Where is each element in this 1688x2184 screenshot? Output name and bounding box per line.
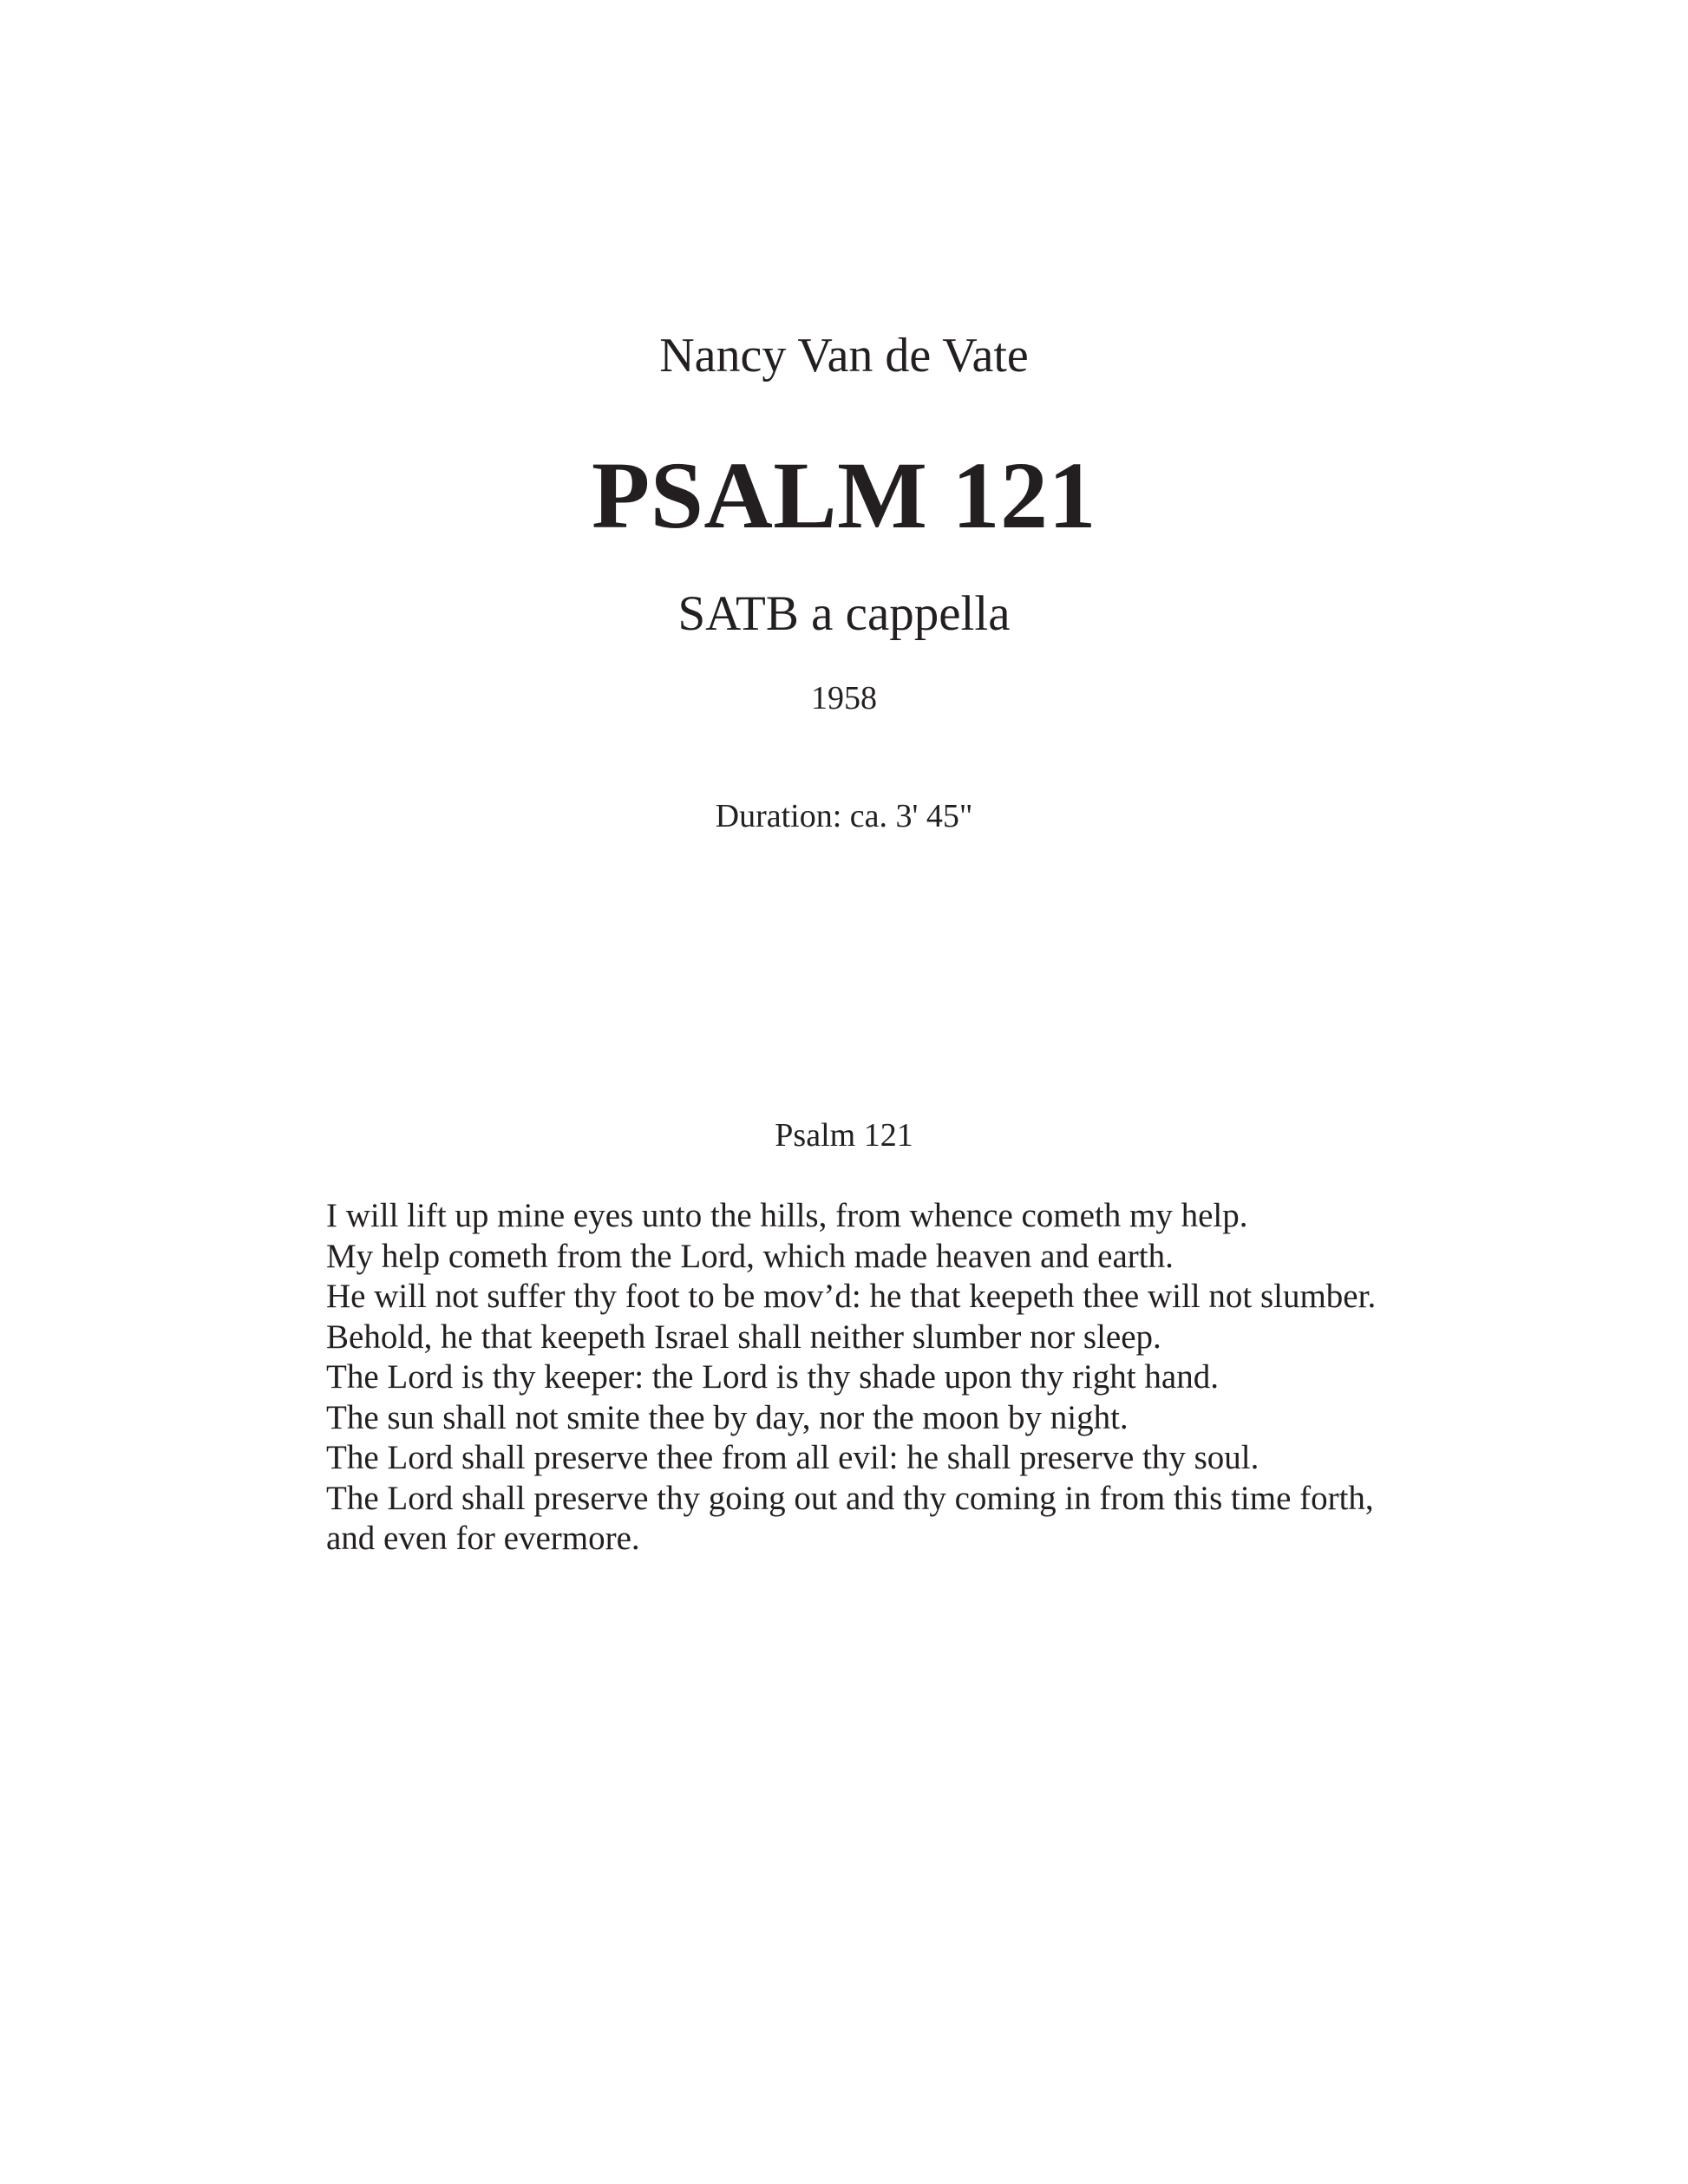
psalm-line: My help cometh from the Lord, which made heaven and earth.: [326, 1237, 1174, 1275]
psalm-line: Behold, he that keepeth Israel shall neither slumber nor sleep.: [326, 1318, 1161, 1356]
psalm-text-block: [326, 1196, 1419, 1560]
psalm-line: The Lord shall preserve thee from all evil: he shall preserve thy soul.: [326, 1439, 1259, 1476]
work-title: PSALM 121: [592, 442, 1096, 548]
psalm-line: The Lord is thy keeper: the Lord is thy shade upon thy right hand.: [326, 1358, 1219, 1396]
psalm-line: The Lord shall preserve thy going out and thy coming in from this time forth,: [326, 1479, 1374, 1517]
composition-year: 1958: [811, 680, 877, 716]
psalm-line: He will not suffer thy foot to be mov’d: he that keepeth thee will not slumber.: [326, 1278, 1377, 1315]
psalm-text-heading: Psalm 121: [775, 1117, 913, 1154]
psalm-line: The sun shall not smite thee by day, nor the moon by night.: [326, 1398, 1129, 1436]
psalm-line: and even for evermore.: [326, 1520, 640, 1557]
ensemble-subtitle: SATB a cappella: [677, 586, 1011, 641]
psalm-line: I will lift up mine eyes unto the hills, from whence cometh my help.: [326, 1197, 1248, 1234]
composer-name: Nancy Van de Vate: [659, 329, 1029, 383]
duration-note: Duration: ca. 3' 45": [715, 798, 973, 834]
